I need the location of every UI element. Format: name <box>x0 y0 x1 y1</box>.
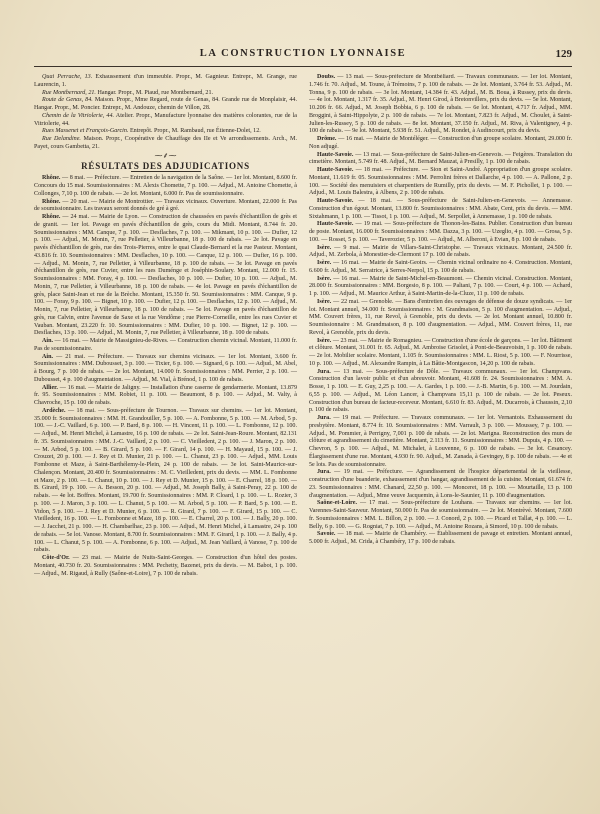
adjudication-entry-text: — 13 mai. — Sous-préfecture de Dôle. — Travaux communaux. — 1er lot. Champvans. Construction d'un lavoir public et d'un abreuvoir. Montant, 41.608 fr. 24. Soumissionnaires : MM. A. Bosse, 1 p. 100. — E. Guy, 2,25 p. 100. — A. Gardes, 1 p. 100. — J.-B. Martin, 6 p. 100. — M. Jourdain, 6,55 p. 100. — Adjud., M. Léon Lancer, à Champvans 15,11 p. 100 de rabais. — 2e lot. Peseux. Construction d'un bureau de facteur-receveur. Montant, 6.610 fr. 83. Adjud., M. Ducarrois, à Chaussin, 2,10 p. 100 de rabais. <box>309 368 572 414</box>
adjudication-entry <box>309 531 572 547</box>
adjudication-entry-heading: Haute-Savoie. <box>317 167 354 173</box>
adjudication-entry <box>309 369 572 416</box>
adjudication-entry-heading: Rhône. <box>42 214 61 220</box>
adjudication-entry-heading: Isère. <box>317 244 332 251</box>
adjudication-entry-heading: Haute-Savoie. <box>317 221 354 228</box>
adjudication-entry-text: — 16 mai. — Mairie de Saint-Geoirs. — Chemin vicinal ordinaire no 4. Construction. Montant, 6.600 fr. Adjud., M. Serratrice, à Serres-Nerpol, 15 p. 100 de rabais. <box>309 260 572 274</box>
permit-entry-heading: Chemin de la Vitriolerie, 44. <box>42 112 115 119</box>
left-column <box>34 74 297 798</box>
permit-entry-heading: Quai Perrache, 13. <box>42 74 93 80</box>
adjudication-entry <box>309 198 572 221</box>
adjudication-entry <box>34 199 297 215</box>
adjudication-entry-text: — 23 mai. — Mairie de Nuits-Saint-Georges. — Construction d'un hôtel des postes. Montant, 40.730 fr. 20. Soumissionnaires : MM. Pechetty, Bazenet, prix du devis. — M. Babot, 1 p. 100. — Adjud., M. Rigaud, à Rully (Saône-et-Loire), 7 p. 100 de rabais. <box>34 555 297 577</box>
adjudication-entry <box>309 276 572 299</box>
right-column <box>309 74 572 798</box>
adjudication-entry <box>309 245 572 261</box>
adjudication-entry-text: — 18 mai. — Mairie de Chambéry. — Établissement de pavage et entretien. Montant annuel, 5.000 fr. Adjud., M. Crida, à Chambéry, 17 p. 100 de rabais. <box>309 531 572 545</box>
adjudication-entry-heading: Drôme. <box>317 136 337 142</box>
adjudication-entry-text: — 24 mai. — Mairie de Lyon. — Construction de chaussées en pavés d'échantillon de grès et de granit. — 1er lot. Pavage en pavés d'échantillon de grès, cours du Midi. Montant, 8.744 fr. 20. Soumissionnaires : MM. Canque, 7 p. 100. — Desflaches, 7 p. 100. — Mikmant, 10 p. 100. — Dufier, 12 p. 100. — Adjud., M. Monin, 7, rue Pelletier, à Villeurbanne, 18 p. 100 de rabais. — 2e lot. Pavage en pavés d'échantillon de grès, rue des Trois-Pierres, entre le quai Claude-Bernard et la rue Pasteur. Montant, 43.816 fr. 10. Soumissionnaires : MM. Desflaches, 10 p. 100. — Canque, 12 p. 100. — Dufier, 16 p. 100. — Adjud., M. Monin, 7, rue Pelletier, à Villeurbanne, 18 p. 100 de rabais. — 3e lot. Pavage en pavés d'échantillon de grès, rue Cuvier, entre les rues Duménge et Joséphin-Soulary. Montant, 12.000 fr. 15. Soumissionnaires : MM. Foray, 4 p. 100. — Desflaches, 10 p. 100. — Dufier, 10 p. 100. — Adjud., M. Monin, 7, rue Pelletier, à Villeurbanne, 18 p. 100 de rabais. — 4e lot. Pavage en pavés d'échantillon de grès, place Saint-Jean et rue de la Brèche. Montant, 15.350 fr. 50. Soumissionnaires : MM. Canque, 9 p. 100. — Foray, 9 p. 100. — Bignet, 10 p. 100. — Dufier, 12 p. 100. — Desflaches, 12 p. 100. — Adjud., M. Monin, 7, rue Pelletier, à Villeurbanne, 18 p. 100 de rabais. — 5e lot. Pavage en pavés d'échantillon de grès, rue Calvin, entre l'avenue de Saxe et la rue Vendôme ; rue Pierre-Corneille, entre les rues Cuvier et Vauban. Montant, 23.220 fr. 10. Soumissionnaires : MM. Dufier, 10 p. 100. — Bignet, 12 p. 100. — Desflaches, 13 p. 100. — Adjud., M. Monin, 7, rue Pelletier, à Villeurbanne, 18 p. 100 de rabais. <box>34 214 297 337</box>
adjudication-entry-heading: Ain. <box>42 338 54 344</box>
adjudication-entry-text: — 18 mai. — Sous-préfecture de Tournon. — Travaux sur chemins. — 1er lot. Montant, 35.000 fr. Soumissionnaires : MM. H. Grandouiller, 5 p. 100. — A. Fombonne, 5 p. 100. — M. Arbod, 5 p. 100. — J.-C. Vaillard, 6 p. 100. — P. Bard, 8 p. 100. — H. Vincent, 11 p. 100. — L. Fombonne, 12 p. 100. — Adjud., M. Henri Michel, à Lamastre, 16 p. 100 de rabais. — 2e lot. Saint-Jean-Roure. Montant, 82.131 fr. 35. Soumissionnaires : MM. J.-C. Vaillard, 2 p. 100. — C. Vieilledent, 2 p. 100. — J. Maron, 2 p. 100. — M. Arbod, 5 p. 100. — B. Girard, 5 p. 100. — F. Girard, 14 p. 100. — H. Mayaud, 15 p. 100. — J. Crouzet, 20 p. 100. — J. Rey et D. Munier, 21 p. 100. — L. Chanut, 23 p. 100. — Adjud., MM. Louis Fombonne et Maze, à Saint-Barthélemy-le-Plein, 24 p. 100 de rabais. — 3e lot. Saint-Maurice-sur-Chalençon. Montant, 20.400 fr. Soumissionnaires : M. C. Vieilledent, prix du devis. — MM. L. Fombonne et Maze, 2 p. 100. — L. Chanut, 10 p. 100. — J. Rey et D. Munier, 15 p. 100. — E. Charrel, 18 p. 100. — B. Girard, 19 p. 100. — A. Besson, 20 p. 100. — Adjud., M. Joseph Bally, à Saint-Peray, 22 p. 100 de rabais. — 4e lot. Boffres. Montant, 19.700 fr. Soumissionnaires : MM. P. Cloard, 1 p. 100. — L. Rozier, 3 p. 100. — J. Maron, 3 p. 100. — L. Chanut, 5 p. 100. — M. Arbod, 5 p. 100. — P. Bard, 5 p. 100. — E. Vidon, 5 p. 100. — J. Rey et D. Munier, 6 p. 100. — R. Girard, 7 p. 100. — F. Girard, 15 p. 100. — C. Vieilledent, 16 p. 100. — L. Fombonne et Maze, 18 p. 100. — E. Charrel, 20 p. 100. — J. Bally, 20 p. 100. — J. Jacchet, 21 p. 100. — H. Chambarlhac, 23 p. 100. — Adjud., M. Henri Michel, à Lamastre, 24 p. 100 de rabais. — 5e lot. Vanose. Montant, 8.700 fr. Soumissionnaires : MM. F. Girard, 1 p. 100. — J. Bally, 4 p. 100. — L. Chanut, 5 p. 100. — A. Fombonne, 6 p. 100. — Adjud., M. Jean Vaillard, à Vanose, 7 p. 100 de rabais. <box>34 407 297 554</box>
adjudication-entry-text: — 16 mai. — Mairie de Jaligny. — Installation d'une caserne de gendarmerie. Montant, 13.879 fr. 95. Soumissionnaires : MM. Robiet, 11 p. 100. — Beaumont, 8 p. 100. — Adjud., M. Valty, à Chavroche, 15 p. 100 de rabais. <box>34 384 297 406</box>
adjudication-entry-text: — 16 mai. — Mairie de Saint-Michel-en-Beaumont. — Chemin vicinal. Construction. Montant, 28.000 fr. Soumissionnaires : MM. Borgesio, 8 p. 100. — Paltani, 7 p. 100. — Court, 4 p. 100. — Achard, 1 p. 100. — Adjud., M. Maurice Arthur, à Saint-Martin-de-la-Cluze, 11 p. 100 de rabais. <box>309 275 572 297</box>
adjudication-entry-heading: Doubs. <box>317 74 336 80</box>
adjudication-entry-heading: Isère. <box>317 298 332 305</box>
adjudication-entry-heading: Haute-Savoie. <box>317 151 354 158</box>
adjudication-entry-heading: Savoie. <box>317 531 336 538</box>
adjudication-entry-heading: Côte-d'Or. <box>42 555 70 561</box>
permit-entry-heading: Route de Genas, 84. <box>42 97 93 104</box>
permit-entry-text: Hangar. Propr., M. Piaud, rue Montbernard, 21. <box>95 89 214 96</box>
adjudication-entry <box>309 74 572 136</box>
adjudication-entry <box>34 214 297 338</box>
adjudication-entry-text: — 21 mai. — Préfecture. — Travaux sur chemins vicinaux. — 1er lot. Montant, 3.600 fr. Soumissionnaires : MM. Dubousset, 3 p. 100. — Tixier, 6 p. 100. — Signard, 6 p. 100. — Adjud., M. Abel, à Bourg, 7 p. 100 de rabais. — 2e lot. Montant, 14.000 fr. Soumissionnaires : MM. Perrier, 2 p. 100. — Dubousset, 4 p. 100 d'augmentation. — Adjud., M. Vial, à Brénod, 1 p. 100 de rabais. <box>34 353 297 383</box>
adjudication-list-right <box>309 74 572 547</box>
adjudication-entry <box>309 299 572 338</box>
adjudication-entry <box>34 385 297 408</box>
permit-entry-text: Maison. Propr., Coopérative de Chauffage des IIe et Ve arrondissements. Arch., M. Payet, cours Gambetta, 21. <box>34 136 297 150</box>
adjudication-entry-heading: Jura. <box>317 368 331 375</box>
permit-entry <box>34 128 297 136</box>
adjudication-entry <box>34 408 297 555</box>
adjudication-entry-heading: Ardèche. <box>42 407 66 414</box>
permit-entry-heading: Rue Delandine. <box>42 136 81 142</box>
adjudication-entry-text: — 22 mai. — Grenoble. — Bans d'entretien des ouvrages de défense de douze syndicats. — 1er lot. Montant annuel, 34.000 fr. Soumissionnaires : M. Grandmaison, 5 p. 100 d'augmentation. — Adjud., MM. Couvert frères, 11, rue Revol, à Grenoble, prix du devis. — 2e lot. Montant annuel, 10.800 fr. Soumissionnaire : M. Grandmaison, 8 p. 100 d'augmentation. — Adjud., MM. Couvert frères, 11, rue Revol, à Grenoble, prix du devis. <box>309 298 572 336</box>
section-rule <box>131 171 201 172</box>
adjudication-entry-text: — 17 mai. — Sous-préfecture de Louhans. — Travaux sur chemins. — 1er lot. Varennes-Saint-Sauveur. Montant, 50.000 fr. Pas de soumissionnaire. — 2e lot. Montrèvé. Montant, 7.600 fr. Soumissionnaires : MM. L. Billon, 2 p. 100. — J. Conord, 2 p. 100. — Picard et Tallat, 4 p. 100. — L. Belly, 6 p. 100. — G. Rogniat, 7 p. 100. — Adjud., M. Antoine Rozans, à Simord, 10 p. 100 de rabais. <box>309 500 572 530</box>
adjudication-entry <box>309 152 572 168</box>
adjudication-entry-heading: Ain. <box>42 353 54 360</box>
adjudication-entry-heading: Haute-Savoie. <box>317 198 354 204</box>
header-rule <box>34 66 572 67</box>
adjudication-entry-text: — 16 mai. — Mairie de Montéléger. — Construction d'un groupe scolaire. Montant, 29.000 fr. Non adjugé. <box>309 136 572 150</box>
page-header <box>34 48 572 66</box>
adjudication-entry-heading: Isère. <box>317 275 332 282</box>
adjudication-entry <box>34 354 297 385</box>
adjudication-entry-text: — 19 mai. — Préfecture. — Travaux communaux. — 1er lot. Vernantois. Exhaussement du presbytère. Montant, 8.774 fr. 10. Soumissionnaires : MM. Varrault, 3 p. 100. — Moussey, 7 p. 100. — Adjud., M. Pommier, à Perrigny, 7,001 p. 100 de rabais. — 2e lot. Marigna. Reconstruction des murs de clôture et agrandissement du cimetière. Montant, 2.113 fr. 11. Soumissionnaires : MM. Dupuis, 4 p. 100. — Chevron, 5 p. 100. — Adjud., M. Michalet, à Louvenne, 6 p. 100 de rabais. — 3e lot. Cesancey. Élargissement d'une rue. Montant, 4.930 fr. 90. Adjud., M. Zanada, à Gevingey, 8 p. 100 de rabais. — 4e et 5e lots. Pas de soumissionnaire. <box>309 415 572 468</box>
adjudication-entry <box>309 500 572 531</box>
adjudication-entry <box>309 136 572 152</box>
adjudication-entry-heading: Saône-et-Loire. <box>317 500 357 507</box>
permit-entry-heading: Rues Massenet et François-Garcin. <box>42 128 129 135</box>
section-ornament: ⁓⸙⁓ <box>154 150 177 160</box>
permit-entry <box>34 113 297 129</box>
permit-entry <box>34 90 297 98</box>
adjudication-entry-text: — 18 mai. — Sous-préfecture de Saint-Julien-en-Genevois. — Annemasse. Construction d'un égout. Montant, 13.800 fr. Soumissionnaires : MM. Abate, Cent, prix du devis. — MM. Sixtahmann, 1 p. 100. — Tissot, 1 p. 100. — Adjud., M. Serpollet, à Annemasse, 1 p. 100 de rabais. <box>309 198 572 220</box>
adjudication-entry <box>34 555 297 578</box>
adjudication-entry-text: — 9 mai. — Mairie de Villars-Saint-Christophe. — Travaux vicinaux. Montant, 24.500 fr. Adjud., M. Zerbola, à Monestier-de-Clermont 17 p. 100 de rabais. <box>309 244 572 259</box>
permit-entry-text: Exhaussement d'un immeuble. Propr., M. Gagnieur. Entrepr., M. Grange, rue Laurencin, 1. <box>34 74 297 88</box>
adjudication-entry-text: — 16 mai. — Mairie de Massignieu-de-Rives. — Construction chemin vicinal. Montant, 11.000 fr. Pas de soumissionnaire. <box>34 338 297 352</box>
adjudication-entry-text: — 23 mai. — Mairie de Romagnieu. — Construction d'une école de garçons. — 1er lot. Bâtiment et clôture. Montant, 31.001 fr. 65. Adjud., M. Ambroise Grisolet, à Pont-de-Beauvoisin, 1 p. 100 de rabais. — 2e lot. Mobilier scolaire. Montant, 1.105 fr. Soumissionnaires : MM. L. Riost, 5 p. 100. — F. Nourrisse, 10 p. 100. — Adjud., M. Alexandre Rampin, à La Bâtie-Montgascon, 14,20 p. 100 de rabais. <box>309 337 572 367</box>
adjudication-entry-text: — 19 mai. — Sous-préfecture de Thonon-les-Bains. Publier. Construction d'un bureau de poste. Montant, 16.000 fr. Soumissionnaires : MM. Dazza, 3 p. 100. — Uzeglio, 4 p. 100. — Grosa, 5 p. 100. — Rosset, 5 p. 100. — Taverozier, 5 p. 100. — Adjud., M. Alberoni, à Evian, 8 p. 100 de rabais. <box>309 221 572 243</box>
permit-entry-text: Entrepôt. Propr., M. Rambaud, rue Étienne-Dolet, 12. <box>128 128 261 135</box>
adjudication-entry-heading: Jura. <box>317 469 331 476</box>
adjudication-entry-heading: Rhône. <box>42 198 61 205</box>
permit-entry <box>34 97 297 113</box>
adjudication-entry-heading: Rhône. <box>42 175 61 182</box>
adjudication-entry-text: — 13 mai. — Sous-préfecture de Saint-Julien-en-Genevois. — Feigères. Translation du cimetière. Montant, 5.749 fr. 48. Adjud., M. Bernard Mauzat, à Presilly, 1 p. 100 de rabais. <box>309 151 572 166</box>
adjudication-entry-heading: Isère. <box>317 337 332 344</box>
building-permits-list <box>34 74 297 152</box>
permit-entry-text: Atelier. Propr., Manufacture lyonnaise des matières colorantes, rue de la Vitriolerie, 44. <box>34 112 297 127</box>
adjudication-entry <box>309 415 572 469</box>
page-number: 129 <box>555 48 572 60</box>
adjudication-entry-text: — 8 mai. — Préfecture. — Entretien de la navigation de la Saône. — 1er lot. Montant, 8.600 fr. Concours du 15 mai. Soumissionnaires : M. Alexis Chomette, 7 p. 100. — Adjud., M. Antoine Chomette, à Collonges, 7,10 p. 100 de rabais. — 2e lot. Montant, 6.000 fr. Pas de soumissionnaire. <box>34 175 297 197</box>
adjudication-entry <box>309 167 572 198</box>
adjudication-entry-text: — 19 mai. — Préfecture. — Agrandissement de l'hospice départemental de la vieillesse, construction d'une buanderie, exhaussement d'un hangar, agrandissement de la cuisine. Montant, 61.674 fr. 23. Soumissionnaires : MM. Chanard, 22,50 p. 100. — Monceret, 18 p. 100. — Mourtaille, 13 p. 100 d'augmentation. — Adjud., Mme veuve Jacquemin, à Lons-le-Saunier, 11 p. 100 d'augmentation. <box>309 469 572 499</box>
section-title: RÉSULTATS DES ADJUDICATIONS <box>81 160 250 171</box>
permit-entry-text: Maison. Propr., Mme Regard, route de Genas, 84. Grande rue de Monplaisir, 44. Hangar. Propr., M. Poncier. Entrepr., M. Andouze, chemin de Villon, 28. <box>34 97 297 111</box>
adjudication-entry-heading: Isère. <box>317 260 332 266</box>
adjudication-entry <box>309 469 572 500</box>
adjudication-entry <box>309 338 572 369</box>
running-title: LA CONSTRUCTION LYONNAISE <box>199 48 407 59</box>
adjudication-entry <box>309 221 572 244</box>
adjudication-list-left <box>34 175 297 578</box>
two-column-body <box>34 74 572 798</box>
adjudication-entry-text: — 20 mai. — Mairie de Montrottier. — Travaux vicinaux. Ouverture. Montant, 22.000 fr. Pas de soumissionnaire. Les travaux seront donnés de gré à gré. <box>34 198 297 213</box>
adjudication-entry-heading: Jura. <box>317 415 331 421</box>
permit-entry-heading: Rue Montbernard, 21. <box>42 89 96 96</box>
adjudication-entry <box>34 338 297 354</box>
permit-entry <box>34 74 297 90</box>
adjudication-entry-heading: Allier. <box>42 384 58 391</box>
adjudication-entry <box>34 175 297 198</box>
adjudication-entry <box>309 260 572 276</box>
adjudication-entry-text: — 13 mai. — Sous-préfecture de Montbéliard. — Travaux communaux. — 1er lot. Montant, 1.746 fr. 70. Adjud., M. Toune, à Trémoins, 7 p. 100 de rabais. — 2e lot. Montant, 3.764 fr. 53. Adjud., M. Tonna, 9 p. 100 de rabais. — 3e lot. Montant, 14.384 fr. 43. Adjud., M. B. Boua, à Russey, prix du devis. — 4e lot. Montant, 1.317 fr. 35. Adjud., M. Henri Girod, à Bretonvillers, prix du devis. — 5e lot. Montant, 10.206 fr. 66. Adjud., M. Joseph Bobbia, 6 p. 100 de rabais. — 6e lot. Montant, 4.717 fr. Adjud., MM. Broggini, à Saint-Hippolyte, 2 p. 100 de rabais. — 7e lot. Montant, 7.823 fr. Adjud., M. Choulet, à Saint-Julien-les-Russey, 5 p. 100 de rabais. — 8e lot. Montant, 37.150 fr. Adjud., M. Riva, à Valentigney, 4 p. 100 de rabais. — 9e lot. Montant, 5.938 fr. 51. Adjud., M. Rondet, à Audincourt, prix du devis. <box>309 74 572 135</box>
adjudication-entry-text: — 18 mai. — Préfecture. — Sion et Saint-André. Appropriation d'un groupe scolaire. Montant, 11.619 fr. 05. Soumissionnaires : MM. Perrolini frères et Dallarche, 4 p. 100. — A. Pallone, 2 p. 100. — Société des menuisiers et charpentiers de Rumilly, prix du devis. — M. F. Pichollet, 1 p. 100. — Adjud., M. Louis Balestra, à Albens, 2 p. 100 de rabais. <box>309 167 572 197</box>
permit-entry <box>34 136 297 152</box>
